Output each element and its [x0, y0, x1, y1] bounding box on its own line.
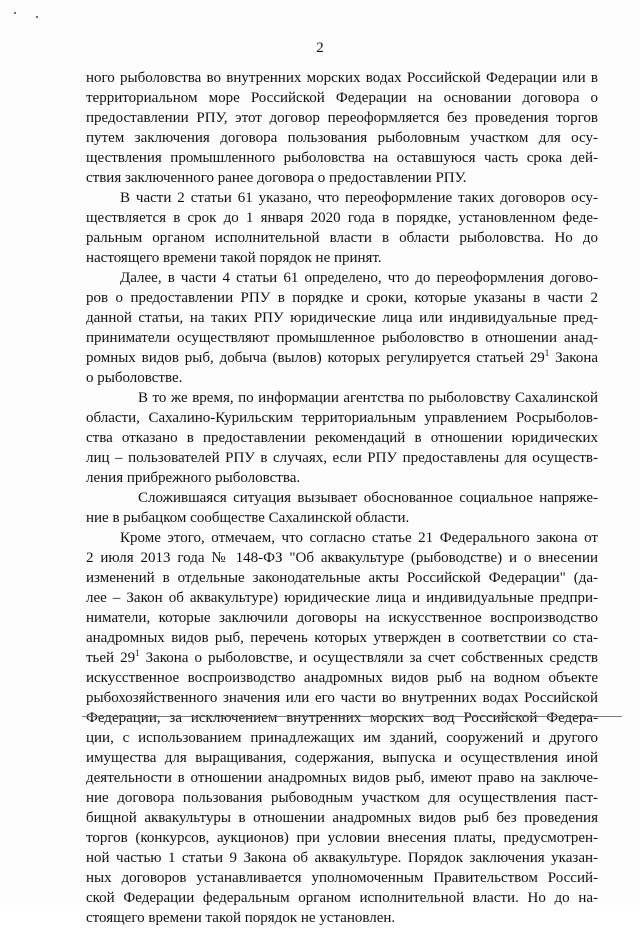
- text-line: [86, 128, 598, 148]
- text-line: [86, 248, 598, 268]
- text-line-content: анадромных видов рыб, перечень которых утвержден в соответствии со ста-: [86, 630, 598, 646]
- text-line: [86, 848, 598, 868]
- text-line-content: Сложившаяся ситуация вызывает обоснованное социальное напряже-: [138, 490, 598, 506]
- text-line-content: ществления промышленного рыболовства на оставшуюся часть срока дей-: [86, 150, 598, 166]
- text-line: [86, 728, 598, 748]
- text-line-content: ных договоров устанавливается уполномоченным Правительством Россий-: [86, 870, 598, 886]
- text-line-content: ного рыболовства во внутренних морских водах Российской Федерации или в: [86, 70, 598, 86]
- body-text: [86, 68, 598, 928]
- text-line-content: стоящего времени такой порядок не установлен.: [86, 910, 396, 926]
- text-line: [86, 908, 598, 928]
- text-line-content: Федерации, за исключением внутренних морских вод Российской Федера-: [86, 710, 598, 726]
- text-line-content: приниматели осуществляют промышленное рыболовство в отношении анад-: [86, 330, 598, 346]
- text-line-content: ромных видов рыб, добыча (вылов) которых регулируется статьей 29: [86, 350, 545, 366]
- text-line: [86, 808, 598, 828]
- text-line-content: настоящего времени такой порядок не принят.: [86, 250, 382, 266]
- scan-speck: [36, 16, 38, 18]
- text-line-content: ральным органом исполнительной власти в области рыболовства. Но до: [86, 230, 598, 246]
- text-line: [86, 668, 598, 688]
- text-line: [86, 628, 598, 648]
- text-line: [86, 88, 598, 108]
- text-line: [86, 748, 598, 768]
- text-line: [86, 468, 598, 488]
- text-line-content: деятельности в отношении анадромных видов рыб, имеют право на заключе-: [86, 770, 598, 786]
- text-line-content: ства отказано в предоставлении рекомендаций в отношении юридических: [86, 430, 598, 446]
- text-line-content: рыбохозяйственного значения или его части во внутренних водах Российской: [86, 690, 598, 706]
- text-line-content: ние в рыбацком сообществе Сахалинской области.: [86, 510, 410, 526]
- text-line: [86, 488, 598, 508]
- text-line-content: тьей 29: [86, 650, 136, 666]
- text-line-content: изменений в отдельные законодательные акты Российской Федерации" (да-: [86, 570, 598, 586]
- text-line: [86, 108, 598, 128]
- text-line-content: ной частью 1 статьи 9 Закона об аквакультуре. Порядок заключения указан-: [86, 850, 598, 866]
- text-line-content: В то же время, по информации агентства по рыболовству Сахалинской: [138, 390, 598, 406]
- page-number: 2: [316, 40, 324, 56]
- text-line-content: ние договора пользования рыбоводным участком для осуществления паст-: [86, 790, 598, 806]
- text-line: [86, 448, 598, 468]
- text-line: [86, 168, 598, 188]
- text-line: [86, 768, 598, 788]
- text-line-content: искусственное воспроизводство анадромных видов рыб на водном объекте: [86, 670, 598, 686]
- text-line-content: лиц – пользователей РПУ в случаях, если РПУ предоставлены для осуществ-: [86, 450, 598, 466]
- text-line: [86, 288, 598, 308]
- text-line-content: данной статьи, на таких РПУ юридические лица или индивидуальные пред-: [86, 310, 598, 326]
- text-line: [86, 868, 598, 888]
- text-line-content: ниматели, которые заключили договоры на искусственное воспроизводство: [86, 610, 598, 626]
- text-line-content: путем заключения договора пользования рыболовным участком для осу-: [86, 130, 598, 146]
- text-line: [86, 648, 598, 668]
- text-line: [86, 788, 598, 808]
- text-line-content: ществляется в срок до 1 января 2020 года в порядке, установленном феде-: [86, 210, 598, 226]
- text-line-content: ствия заключенного ранее договора о предоставлении РПУ.: [86, 170, 467, 186]
- text-line-content: ции, с использованием принадлежащих им зданий, сооружений и другого: [86, 730, 598, 746]
- text-line: [86, 548, 598, 568]
- text-line-content: о рыболовстве.: [86, 370, 183, 386]
- text-line-content: лее – Закон об аквакультуре) юридические лица и индивидуальные предпри-: [86, 590, 598, 606]
- text-line: [86, 708, 598, 728]
- superscript: 1: [544, 348, 550, 358]
- text-line: [86, 268, 598, 288]
- text-line: [86, 368, 598, 388]
- text-line: [86, 888, 598, 908]
- text-line: [86, 828, 598, 848]
- text-line-content: В части 2 статьи 61 указано, что переоформление таких договоров осу-: [120, 190, 598, 206]
- text-line-content: бищной аквакультуры в отношении анадромных видов рыб без проведения: [86, 810, 598, 826]
- text-line: [86, 588, 598, 608]
- text-line-tail: Закона: [549, 350, 598, 366]
- superscript: 1: [135, 648, 140, 658]
- text-line: [86, 208, 598, 228]
- text-line: [86, 408, 598, 428]
- text-line: [86, 508, 598, 528]
- text-line-content: ской Федерации федеральным органом исполнительной власти. Но до на-: [86, 890, 598, 906]
- text-line-content: ления прибрежного рыболовства.: [86, 470, 301, 486]
- text-line-content: территориальном море Российской Федерации на основании договора о: [86, 90, 598, 106]
- text-line: [86, 348, 598, 368]
- text-line: [86, 428, 598, 448]
- text-line: [86, 388, 598, 408]
- text-line-content: предоставлении РПУ, этот договор переоформляется без проведения торгов: [86, 110, 598, 126]
- text-line: [86, 148, 598, 168]
- scan-fold-line: [82, 716, 622, 717]
- text-line: [86, 188, 598, 208]
- text-line: [86, 68, 598, 88]
- text-line-content: торгов (конкурсов, аукционов) при условии внесения платы, предусмотрен-: [86, 830, 598, 846]
- text-line-tail: Закона о рыболовстве, и осуществляли за счет собственных средств: [139, 650, 598, 666]
- text-line: [86, 308, 598, 328]
- text-line-content: имущества для выращивания, содержания, выпуска и осуществления иной: [86, 750, 598, 766]
- text-line-content: Кроме этого, отмечаем, что согласно статье 21 Федерального закона от: [120, 530, 598, 546]
- text-line-content: Далее, в части 4 статьи 61 определено, что до переоформления догово-: [120, 270, 598, 286]
- text-line: [86, 528, 598, 548]
- text-line-content: ров о предоставлении РПУ в порядке и сроки, которые указаны в части 2: [86, 290, 598, 306]
- scan-speck: [14, 12, 16, 14]
- text-line-content: области, Сахалино-Курильским территориальным управлением Росрыболов-: [86, 410, 598, 426]
- text-line: [86, 568, 598, 588]
- text-line: [86, 228, 598, 248]
- text-line-content: 2 июля 2013 года № 148-ФЗ "Об аквакультуре (рыбоводстве) и о внесении: [86, 550, 598, 566]
- text-line: [86, 688, 598, 708]
- text-line: [86, 608, 598, 628]
- text-line: [86, 328, 598, 348]
